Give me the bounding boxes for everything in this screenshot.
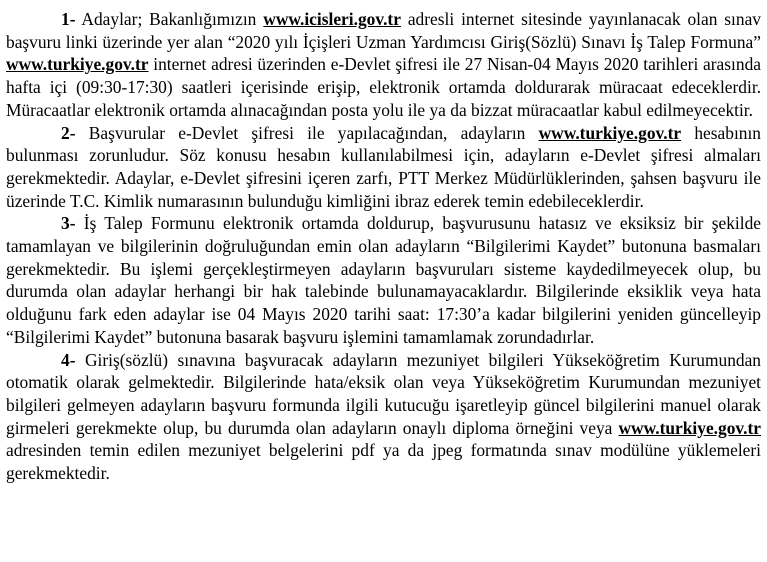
link-icisleri[interactable]: www.icisleri.gov.tr	[263, 9, 401, 29]
paragraph-text: internet adresi üzerinden e-Devlet şifresi ile 27 Nisan-04 Mayıs 2020 tarihleri arasında hafta içi (09:30-17:30) saatleri içerisinde erişip, elektronik ortamda doldurarak müracaat edeceklerdir. Müracaatlar elektronik ortamda alınacağından posta yolu ile ya da bizzat müracaatlar kabul edilmeyecektir.	[6, 54, 761, 120]
paragraph-text: Adaylar; Bakanlığımızın	[75, 9, 264, 29]
paragraph-text: Giriş(sözlü) sınavına başvuracak adayların mezuniyet bilgileri Yükseköğretim Kurumundan otomatik olarak gelmektedir. Bilgilerinde hata/eksik olan veya Yükseköğretim Kurumundan mezuniyet bilgileri gelmeyen adayların başvuru formunda ilgili kutucuğu işaretleyip güncel bilgilerini manuel olarak girmeleri gerekmekte olup, bu durumda olan adayların onaylı diploma örneğini veya	[6, 349, 761, 438]
paragraph-number: 4-	[61, 349, 76, 370]
paragraph-text: hesabının bulunması zorunludur. Söz konusu hesabın kullanılabilmesi için, adayların e-Devlet şifresi almaları gerekmektedir. Adaylar, e-Devlet şifresini içeren zarfı, PTT Merkez Müdürlüklerinden, şahsen başvuru ile üzerinde T.C. Kimlik numarasının bulunduğu kimliğini ibraz ederek temin edebileceklerdir.	[6, 122, 762, 211]
paragraph-1	[6, 8, 761, 122]
paragraph-number: 2-	[61, 122, 76, 143]
paragraph-3	[6, 212, 761, 348]
paragraph-text: adresinden temin edilen mezuniyet belgelerini pdf ya da jpeg formatında sınav modülüne yüklemeleri gerekmektedir.	[6, 440, 761, 484]
link-turkiye[interactable]: www.turkiye.gov.tr	[538, 122, 682, 143]
paragraph-number: 3-	[61, 213, 76, 234]
paragraph-4	[6, 349, 761, 485]
link-turkiye[interactable]: www.turkiye.gov.tr	[6, 54, 149, 75]
paragraph-number: 1-	[61, 9, 76, 29]
paragraph-text: Başvurular e-Devlet şifresi ile yapılacağından, adayların	[75, 122, 539, 143]
paragraph-text: İş Talep Formunu elektronik ortamda doldurup, başvurusunu hatasız ve eksiksiz bir şekilde tamamlayan ve bilgilerinin doğruluğundan emin olan adayların “Bilgilerimi Kaydet” butonuna basmaları gerekmektedir. Bu işlemi gerçekleştirmeyen adayların başvuruları sisteme kaydedilmeyecek olup, bu durumda olan adaylar herhangi bir hak talebinde bulunamayacaklardır. Bilgilerinde eksiklik veya hata olduğunu fark eden adaylar ise 04 Mayıs 2020 tarihi saat: 17:30’a kadar bilgilerini yeniden güncelleyip “Bilgilerimi Kaydet” butonuna basarak başvuru işlemini tamamlamak zorundadırlar.	[6, 213, 761, 347]
paragraph-2	[6, 122, 761, 213]
paragraph-text: adresli internet sitesinde yayınlanacak olan sınav başvuru linki üzerinde yer alan “2020 yılı İçişleri Uzman Yardımcısı Giriş(Sözlü) Sınavı İş Talep Formuna”	[6, 9, 761, 52]
link-turkiye[interactable]: www.turkiye.gov.tr	[618, 417, 761, 438]
